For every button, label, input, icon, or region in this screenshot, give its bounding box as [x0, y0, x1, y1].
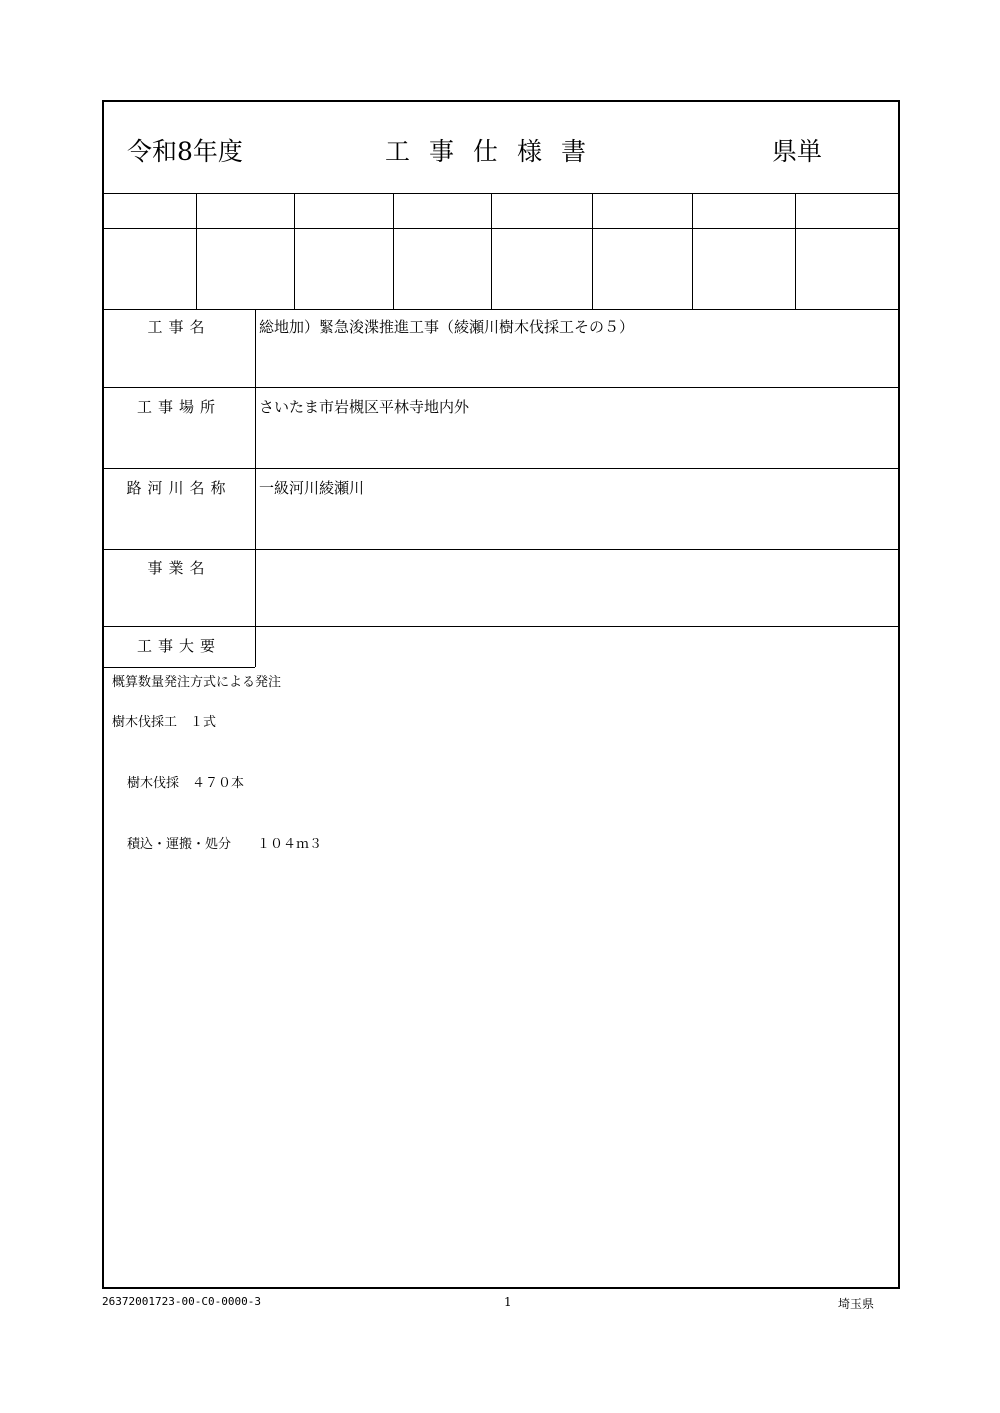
- field-label-project-name: 事業名: [147, 559, 211, 577]
- field-divider-4: [103, 626, 900, 627]
- document-number: 26372001723-00-C0-0000-3: [102, 1295, 261, 1308]
- fiscal-year: 令和8年度: [127, 137, 243, 166]
- document-title: 工事仕様書: [385, 137, 606, 166]
- field-label-river-name: 路河川名称: [126, 479, 232, 497]
- grid-col-divider: [294, 193, 295, 309]
- field-label-work-summary: 工事大要: [136, 637, 221, 655]
- summary-line: 積込・運搬・処分 １０４ｍ３: [127, 837, 323, 852]
- grid-col-divider: [592, 193, 593, 309]
- field-label-construction-name: 工事名: [147, 318, 211, 336]
- grid-col-divider: [692, 193, 693, 309]
- summary-line: 樹木伐採工 １式: [112, 715, 217, 730]
- grid-col-divider: [795, 193, 796, 309]
- spec-sheet-frame: [102, 100, 900, 1289]
- field-value-construction-name: 総地加）緊急浚渫推進工事（綾瀬川樹木伐採工その５）: [259, 318, 635, 336]
- summary-line: 樹木伐採 ４７０本: [127, 776, 245, 791]
- field-divider-1: [103, 387, 900, 388]
- grid-col-divider: [491, 193, 492, 309]
- field-divider-2: [103, 468, 900, 469]
- grid-header-divider: [103, 228, 900, 229]
- grid-col-divider: [393, 193, 394, 309]
- label-column-divider: [255, 309, 256, 667]
- grid-col-divider: [196, 193, 197, 309]
- budget-type: 県単: [772, 137, 823, 166]
- summary-line: 概算数量発注方式による発注: [112, 675, 282, 690]
- summary-label-bottom: [103, 667, 255, 668]
- field-value-river-name: 一級河川綾瀬川: [259, 479, 365, 497]
- page-number: 1: [504, 1295, 512, 1309]
- field-label-construction-site: 工事場所: [136, 398, 221, 416]
- grid-bottom-divider: [103, 309, 900, 310]
- title-divider: [103, 193, 900, 194]
- field-value-construction-site: さいたま市岩槻区平林寺地内外: [259, 398, 470, 416]
- field-divider-3: [103, 549, 900, 550]
- prefecture-name: 埼玉県: [838, 1297, 875, 1311]
